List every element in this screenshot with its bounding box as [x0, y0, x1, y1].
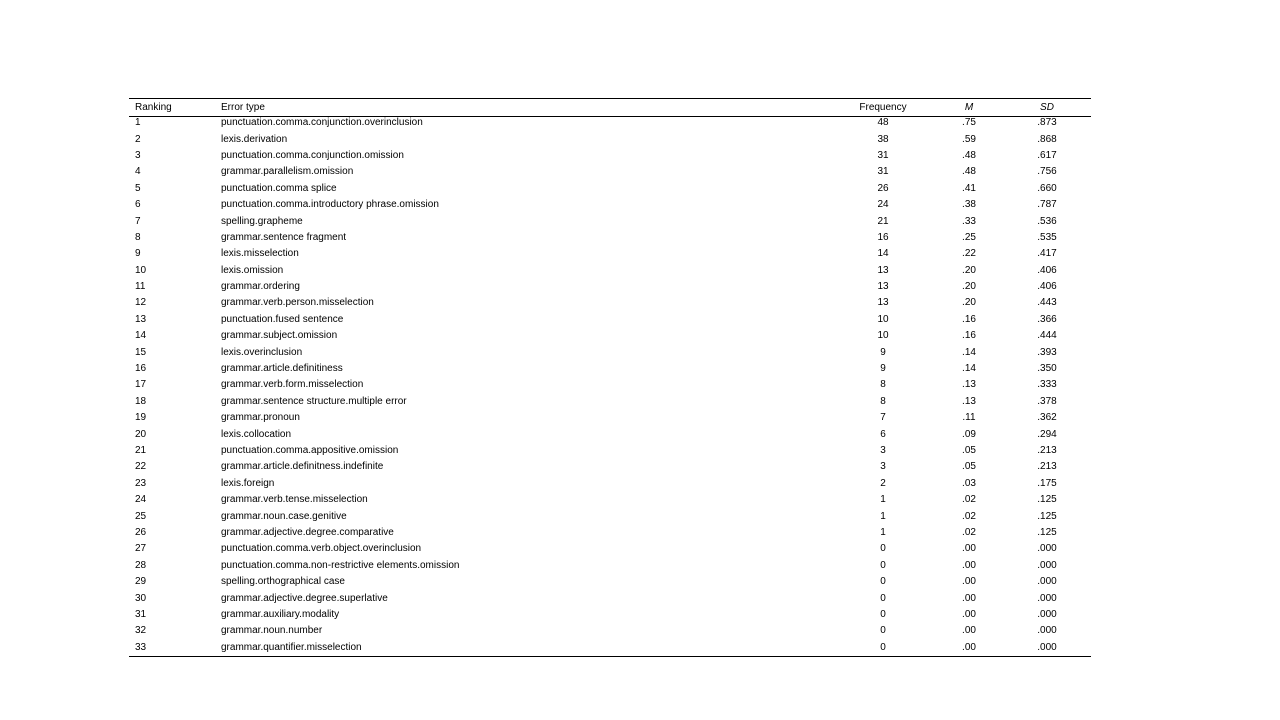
- cell-sd: .000: [1037, 641, 1057, 653]
- cell-frequency: 8: [880, 379, 886, 391]
- cell-error-type: grammar.sentence fragment: [221, 231, 347, 243]
- table-row: [129, 312, 1091, 328]
- cell-mean: .48: [962, 149, 976, 161]
- cell-mean: .59: [962, 133, 976, 145]
- cell-mean: .00: [962, 625, 976, 637]
- cell-sd: .868: [1037, 133, 1057, 145]
- cell-ranking: 7: [135, 215, 141, 227]
- cell-error-type: punctuation.comma.conjunction.overinclusion: [221, 117, 423, 129]
- cell-sd: .000: [1037, 608, 1057, 620]
- table-body: [129, 115, 1091, 656]
- table-row: [129, 131, 1091, 147]
- cell-error-type: punctuation.comma splice: [221, 182, 337, 194]
- table-row: [129, 328, 1091, 344]
- cell-frequency: 10: [877, 330, 889, 342]
- header-sd: SD: [1040, 101, 1054, 113]
- cell-frequency: 2: [880, 477, 886, 489]
- cell-error-type: spelling.grapheme: [221, 215, 303, 227]
- cell-sd: .406: [1037, 264, 1057, 276]
- cell-frequency: 31: [877, 149, 889, 161]
- table-row: [129, 443, 1091, 459]
- cell-mean: .75: [962, 117, 976, 129]
- cell-error-type: grammar.adjective.degree.comparative: [221, 526, 394, 538]
- cell-error-type: grammar.quantifier.misselection: [221, 641, 362, 653]
- error-type-table: [129, 98, 1091, 657]
- cell-mean: .14: [962, 346, 976, 358]
- cell-frequency: 14: [877, 248, 889, 260]
- cell-frequency: 0: [880, 559, 886, 571]
- cell-frequency: 1: [880, 494, 886, 506]
- cell-ranking: 3: [135, 149, 141, 161]
- cell-ranking: 15: [135, 346, 147, 358]
- cell-ranking: 28: [135, 559, 147, 571]
- cell-sd: .350: [1037, 363, 1057, 375]
- cell-sd: .000: [1037, 625, 1057, 637]
- cell-sd: .443: [1037, 297, 1057, 309]
- cell-mean: .20: [962, 281, 976, 293]
- table-row: [129, 279, 1091, 295]
- cell-mean: .03: [962, 477, 976, 489]
- cell-sd: .000: [1037, 559, 1057, 571]
- table-row: [129, 590, 1091, 606]
- cell-sd: .366: [1037, 313, 1057, 325]
- cell-ranking: 10: [135, 264, 147, 276]
- cell-error-type: grammar.verb.form.misselection: [221, 379, 364, 391]
- cell-ranking: 17: [135, 379, 147, 391]
- cell-sd: .362: [1037, 412, 1057, 424]
- cell-ranking: 27: [135, 543, 147, 555]
- cell-sd: .175: [1037, 477, 1057, 489]
- cell-frequency: 1: [880, 526, 886, 538]
- table-row: [129, 148, 1091, 164]
- cell-sd: .213: [1037, 461, 1057, 473]
- cell-error-type: grammar.verb.tense.misselection: [221, 494, 368, 506]
- cell-sd: .660: [1037, 182, 1057, 194]
- cell-frequency: 0: [880, 608, 886, 620]
- cell-ranking: 31: [135, 608, 147, 620]
- table-row: [129, 508, 1091, 524]
- cell-mean: .33: [962, 215, 976, 227]
- cell-error-type: grammar.article.definitiness: [221, 363, 343, 375]
- cell-error-type: grammar.auxiliary.modality: [221, 608, 340, 620]
- cell-sd: .873: [1037, 117, 1057, 129]
- cell-frequency: 7: [880, 412, 886, 424]
- table-row: [129, 115, 1091, 131]
- table-row: [129, 607, 1091, 623]
- cell-frequency: 16: [877, 231, 889, 243]
- cell-ranking: 9: [135, 248, 141, 260]
- cell-frequency: 38: [877, 133, 889, 145]
- table-row: [129, 459, 1091, 475]
- cell-error-type: grammar.adjective.degree.superlative: [221, 592, 388, 604]
- table-row: [129, 558, 1091, 574]
- cell-sd: .406: [1037, 281, 1057, 293]
- table-row: [129, 197, 1091, 213]
- cell-sd: .378: [1037, 395, 1057, 407]
- cell-error-type: lexis.derivation: [221, 133, 288, 145]
- cell-mean: .00: [962, 559, 976, 571]
- cell-frequency: 0: [880, 576, 886, 588]
- table-row: [129, 640, 1091, 656]
- cell-sd: .125: [1037, 526, 1057, 538]
- cell-ranking: 1: [135, 117, 141, 129]
- cell-ranking: 6: [135, 199, 141, 211]
- cell-frequency: 0: [880, 625, 886, 637]
- table-row: [129, 164, 1091, 180]
- cell-mean: .00: [962, 592, 976, 604]
- cell-ranking: 11: [135, 281, 146, 293]
- cell-error-type: grammar.parallelism.omission: [221, 166, 354, 178]
- cell-sd: .393: [1037, 346, 1057, 358]
- cell-mean: .20: [962, 264, 976, 276]
- table-row: [129, 492, 1091, 508]
- table-row: [129, 426, 1091, 442]
- cell-sd: .213: [1037, 445, 1057, 456]
- cell-sd: .125: [1037, 494, 1057, 506]
- cell-ranking: 5: [135, 182, 141, 194]
- table-row: [129, 181, 1091, 197]
- cell-frequency: 1: [880, 510, 886, 522]
- cell-frequency: 13: [877, 264, 889, 276]
- cell-frequency: 31: [877, 166, 889, 178]
- cell-mean: .25: [962, 231, 976, 243]
- cell-error-type: grammar.ordering: [221, 281, 300, 293]
- cell-ranking: 14: [135, 330, 147, 342]
- cell-mean: .02: [962, 494, 976, 506]
- cell-error-type: punctuation.comma.verb.object.overinclusion: [221, 543, 422, 555]
- cell-error-type: grammar.sentence structure.multiple error: [221, 395, 407, 407]
- cell-ranking: 13: [135, 313, 147, 325]
- cell-mean: .02: [962, 526, 976, 538]
- header-mean: M: [964, 101, 974, 113]
- cell-frequency: 0: [880, 641, 886, 653]
- cell-error-type: grammar.noun.number: [221, 625, 323, 637]
- cell-error-type: punctuation.fused sentence: [221, 313, 344, 325]
- cell-frequency: 8: [880, 395, 886, 407]
- table-row: [129, 263, 1091, 279]
- cell-ranking: 26: [135, 526, 147, 538]
- cell-error-type: spelling.orthographical case: [221, 576, 345, 588]
- cell-ranking: 22: [135, 461, 147, 473]
- cell-frequency: 9: [880, 363, 886, 375]
- cell-mean: .11: [962, 412, 976, 424]
- cell-error-type: grammar.pronoun: [221, 412, 300, 424]
- cell-error-type: punctuation.comma.non-restrictive elements.omission: [221, 559, 460, 571]
- table-row: [129, 410, 1091, 426]
- cell-mean: .05: [962, 445, 976, 456]
- cell-sd: .125: [1037, 510, 1057, 522]
- cell-ranking: 12: [135, 297, 147, 309]
- cell-ranking: 23: [135, 477, 147, 489]
- cell-ranking: 29: [135, 576, 147, 588]
- cell-sd: .294: [1037, 428, 1057, 440]
- cell-mean: .13: [962, 395, 976, 407]
- table-row: [129, 246, 1091, 262]
- table-row: [129, 377, 1091, 393]
- cell-sd: .000: [1037, 576, 1057, 588]
- cell-error-type: lexis.foreign: [221, 477, 275, 489]
- cell-ranking: 24: [135, 494, 147, 506]
- cell-error-type: grammar.subject.omission: [221, 330, 338, 342]
- cell-mean: .13: [962, 379, 976, 391]
- table-row: [129, 361, 1091, 377]
- cell-frequency: 9: [880, 346, 886, 358]
- cell-sd: .787: [1037, 199, 1057, 211]
- cell-mean: .05: [962, 461, 976, 473]
- cell-mean: .02: [962, 510, 976, 522]
- table-row: [129, 541, 1091, 557]
- cell-frequency: 3: [880, 445, 886, 456]
- cell-ranking: 21: [135, 445, 147, 456]
- cell-frequency: 0: [880, 543, 886, 555]
- cell-error-type: punctuation.comma.introductory phrase.omission: [221, 199, 439, 211]
- cell-sd: .333: [1037, 379, 1057, 391]
- header-ranking: Ranking: [135, 101, 172, 113]
- table-row: [129, 394, 1091, 410]
- cell-mean: .38: [962, 199, 976, 211]
- cell-mean: .20: [962, 297, 976, 309]
- cell-sd: .535: [1037, 231, 1057, 243]
- cell-frequency: 0: [880, 592, 886, 604]
- table-row: [129, 476, 1091, 492]
- cell-mean: .16: [962, 313, 976, 325]
- cell-frequency: 13: [877, 281, 889, 293]
- cell-error-type: lexis.collocation: [221, 428, 292, 440]
- cell-frequency: 21: [877, 215, 889, 227]
- cell-mean: .22: [962, 248, 976, 260]
- table-row: [129, 344, 1091, 360]
- cell-mean: .48: [962, 166, 976, 178]
- cell-sd: .536: [1037, 215, 1057, 227]
- table-row: [129, 295, 1091, 311]
- cell-mean: .00: [962, 641, 976, 653]
- cell-error-type: punctuation.comma.conjunction.omission: [221, 149, 404, 161]
- cell-error-type: punctuation.comma.appositive.omission: [221, 445, 399, 456]
- cell-ranking: 2: [135, 133, 141, 145]
- cell-error-type: lexis.omission: [221, 264, 284, 276]
- cell-ranking: 20: [135, 428, 147, 440]
- cell-frequency: 3: [880, 461, 886, 473]
- cell-mean: .14: [962, 363, 976, 375]
- header-error-type: Error type: [221, 101, 265, 113]
- cell-sd: .417: [1037, 248, 1057, 260]
- cell-mean: .41: [962, 182, 976, 194]
- cell-ranking: 8: [135, 231, 141, 243]
- cell-frequency: 24: [877, 199, 889, 211]
- cell-mean: .16: [962, 330, 976, 342]
- cell-error-type: grammar.verb.person.misselection: [221, 297, 374, 309]
- cell-mean: .00: [962, 576, 976, 588]
- cell-frequency: 13: [877, 297, 889, 309]
- cell-error-type: lexis.misselection: [221, 248, 299, 260]
- table-row: [129, 525, 1091, 541]
- cell-error-type: grammar.article.definitness.indefinite: [221, 461, 384, 473]
- cell-frequency: 48: [877, 117, 889, 129]
- table-row: [129, 213, 1091, 229]
- cell-frequency: 10: [877, 313, 889, 325]
- cell-ranking: 32: [135, 625, 147, 637]
- cell-sd: .444: [1037, 330, 1057, 342]
- cell-frequency: 6: [880, 428, 886, 440]
- cell-sd: .756: [1037, 166, 1057, 178]
- table-row: [129, 623, 1091, 639]
- cell-sd: .000: [1037, 592, 1057, 604]
- cell-ranking: 19: [135, 412, 147, 424]
- header-frequency: Frequency: [859, 101, 907, 113]
- cell-ranking: 30: [135, 592, 147, 604]
- cell-ranking: 25: [135, 510, 147, 522]
- cell-ranking: 18: [135, 395, 147, 407]
- cell-error-type: grammar.noun.case.genitive: [221, 510, 347, 522]
- cell-sd: .617: [1037, 149, 1057, 161]
- cell-mean: .09: [962, 428, 976, 440]
- cell-ranking: 33: [135, 641, 147, 653]
- cell-frequency: 26: [877, 182, 889, 194]
- table-row: [129, 574, 1091, 590]
- cell-mean: .00: [962, 543, 976, 555]
- table-row: [129, 230, 1091, 246]
- cell-mean: .00: [962, 608, 976, 620]
- cell-ranking: 16: [135, 363, 147, 375]
- cell-ranking: 4: [135, 166, 141, 178]
- cell-sd: .000: [1037, 543, 1057, 555]
- cell-error-type: lexis.overinclusion: [221, 346, 303, 358]
